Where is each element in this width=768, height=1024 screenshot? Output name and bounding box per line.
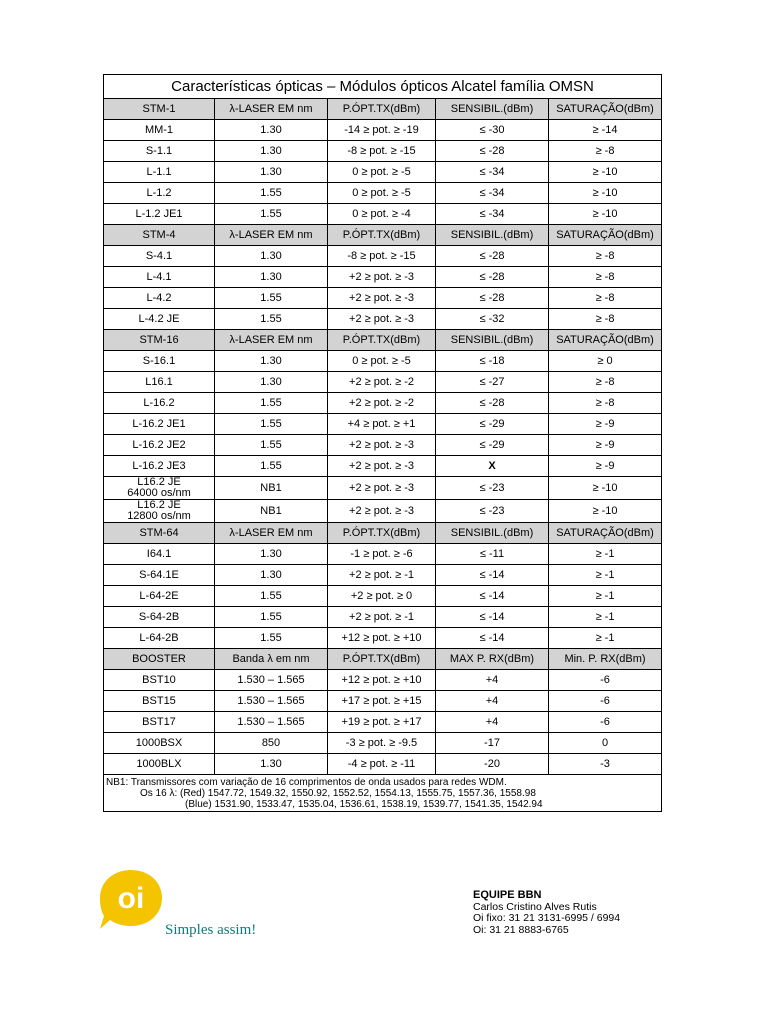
table-cell: L-4.1	[104, 267, 215, 288]
table-cell: +4	[436, 670, 549, 691]
table-cell: L-4.2	[104, 288, 215, 309]
table-cell: 1.55	[215, 435, 328, 456]
table-cell: I64.1	[104, 544, 215, 565]
section-header-row	[104, 649, 662, 670]
table-row	[104, 607, 662, 628]
table-row	[104, 288, 662, 309]
footnote-line: NB1: Transmissores com variação de 16 comprimentos de onda usados para redes WDM.	[106, 776, 507, 788]
table-cell: ≥ -14	[549, 120, 662, 141]
table-cell: 1.30	[215, 544, 328, 565]
table-row	[104, 372, 662, 393]
table-cell: ≥ -8	[549, 141, 662, 162]
table-cell: ≤ -11	[436, 544, 549, 565]
table-cell: +2 ≥ pot. ≥ -3	[328, 267, 436, 288]
header-cell: SATURAÇÃO(dBm)	[549, 225, 662, 246]
header-cell: SATURAÇÃO(dBm)	[549, 523, 662, 544]
table-cell: L-16.2 JE2	[104, 435, 215, 456]
team-name: EQUIPE BBN	[473, 889, 542, 901]
table-cell: 0 ≥ pot. ≥ -4	[328, 204, 436, 225]
table-cell: S-64.1E	[104, 565, 215, 586]
table-cell: ≥ -10	[549, 500, 662, 523]
table-cell: ≥ -8	[549, 267, 662, 288]
table-cell: -8 ≥ pot. ≥ -15	[328, 246, 436, 267]
table-cell: 0 ≥ pot. ≥ -5	[328, 351, 436, 372]
table-cell: ≥ -8	[549, 309, 662, 330]
table-cell: 1.30	[215, 246, 328, 267]
table-cell: 1.530 – 1.565	[215, 670, 328, 691]
table-cell: L16.2 JE 12800 os/nm	[104, 500, 215, 523]
table-cell: +2 ≥ pot. ≥ -3	[328, 456, 436, 477]
table-cell: BST15	[104, 691, 215, 712]
table-cell: ≤ -18	[436, 351, 549, 372]
table-cell: ≥ -10	[549, 477, 662, 500]
table-row	[104, 628, 662, 649]
table-cell: L16.1	[104, 372, 215, 393]
table-cell: ≥ 0	[549, 351, 662, 372]
header-cell: SATURAÇÃO(dBm)	[549, 99, 662, 120]
header-cell: SENSIBIL.(dBm)	[436, 523, 549, 544]
table-row	[104, 586, 662, 607]
table-cell: ≤ -28	[436, 393, 549, 414]
table-cell: ≥ -8	[549, 372, 662, 393]
optical-specs-table	[103, 74, 662, 812]
contact-block	[473, 890, 620, 936]
table-row	[104, 477, 662, 500]
table-cell: S-4.1	[104, 246, 215, 267]
header-cell: SATURAÇÃO(dBm)	[549, 330, 662, 351]
table-cell: ≤ -30	[436, 120, 549, 141]
table-cell: NB1	[215, 500, 328, 523]
contact-name: Carlos Cristino Alves Rutis	[473, 900, 597, 913]
table-cell: +2 ≥ pot. ≥ -3	[328, 435, 436, 456]
table-row	[104, 351, 662, 372]
table-cell: ≥ -9	[549, 456, 662, 477]
table-cell: -3	[549, 754, 662, 775]
table-cell: 1000BSX	[104, 733, 215, 754]
table-cell: +12 ≥ pot. ≥ +10	[328, 670, 436, 691]
header-cell: λ-LASER EM nm	[215, 330, 328, 351]
table-cell: 1.530 – 1.565	[215, 712, 328, 733]
table-row	[104, 120, 662, 141]
table-cell: +2 ≥ pot. ≥ -3	[328, 288, 436, 309]
table-row	[104, 754, 662, 775]
table-cell: MM-1	[104, 120, 215, 141]
table-cell: 1.55	[215, 586, 328, 607]
table-cell: -3 ≥ pot. ≥ -9.5	[328, 733, 436, 754]
header-cell: BOOSTER	[104, 649, 215, 670]
table-cell: L-1.1	[104, 162, 215, 183]
header-cell: STM-1	[104, 99, 215, 120]
table-cell: 1.30	[215, 565, 328, 586]
table-cell: -8 ≥ pot. ≥ -15	[328, 141, 436, 162]
table-title: Características ópticas – Módulos ópticos Alcatel família OMSN	[104, 75, 662, 99]
section-header-row	[104, 330, 662, 351]
oi-logo	[98, 868, 164, 932]
table-cell: ≤ -14	[436, 628, 549, 649]
section-header-row	[104, 225, 662, 246]
table-cell: ≤ -14	[436, 607, 549, 628]
oi-logo-text: oi	[117, 882, 145, 915]
table-cell: +4	[436, 712, 549, 733]
table-cell: ≥ -10	[549, 162, 662, 183]
table-cell: ≥ -1	[549, 586, 662, 607]
table-cell: +2 ≥ pot. ≥ -3	[328, 309, 436, 330]
table-cell: +2 ≥ pot. ≥ -2	[328, 372, 436, 393]
table-cell: 1.55	[215, 288, 328, 309]
table-cell: ≥ -8	[549, 288, 662, 309]
table-cell: 0	[549, 733, 662, 754]
header-cell: Min. P. RX(dBm)	[549, 649, 662, 670]
section-header-row	[104, 99, 662, 120]
table-cell: 1.55	[215, 309, 328, 330]
table-cell: ≤ -28	[436, 141, 549, 162]
table-cell: +2 ≥ pot. ≥ -1	[328, 607, 436, 628]
table-cell: ≥ -10	[549, 183, 662, 204]
table-cell: 1000BLX	[104, 754, 215, 775]
table-cell: ≤ -29	[436, 435, 549, 456]
table-cell: +2 ≥ pot. ≥ -3	[328, 500, 436, 523]
table-cell: ≥ -9	[549, 435, 662, 456]
header-cell: Banda λ em nm	[215, 649, 328, 670]
table-row	[104, 414, 662, 435]
header-cell: SENSIBIL.(dBm)	[436, 330, 549, 351]
header-cell: P.ÓPT.TX(dBm)	[328, 225, 436, 246]
table-row	[104, 267, 662, 288]
footnote	[104, 775, 662, 812]
header-cell: P.ÓPT.TX(dBm)	[328, 649, 436, 670]
table-cell: -6	[549, 691, 662, 712]
table-cell: ≥ -9	[549, 414, 662, 435]
table-cell: ≤ -23	[436, 500, 549, 523]
table-cell: 850	[215, 733, 328, 754]
header-cell: λ-LASER EM nm	[215, 99, 328, 120]
table-cell: X	[436, 456, 549, 477]
footnote-line: (Blue) 1531.90, 1533.47, 1535.04, 1536.61, 1538.19, 1539.77, 1541.35, 1542.94	[185, 798, 543, 810]
table-cell: +17 ≥ pot. ≥ +15	[328, 691, 436, 712]
table-cell: ≥ -8	[549, 393, 662, 414]
table-cell: L-16.2	[104, 393, 215, 414]
table-cell: BST10	[104, 670, 215, 691]
table-cell: L-16.2 JE1	[104, 414, 215, 435]
table-row	[104, 204, 662, 225]
table-cell: +4 ≥ pot. ≥ +1	[328, 414, 436, 435]
table-cell: +2 ≥ pot. ≥ -3	[328, 477, 436, 500]
table-row	[104, 712, 662, 733]
table-cell: +12 ≥ pot. ≥ +10	[328, 628, 436, 649]
table-row	[104, 565, 662, 586]
table-cell: S-1.1	[104, 141, 215, 162]
header-cell: P.ÓPT.TX(dBm)	[328, 523, 436, 544]
table-cell: L-1.2	[104, 183, 215, 204]
header-cell: STM-4	[104, 225, 215, 246]
header-cell: STM-16	[104, 330, 215, 351]
table-cell: ≥ -8	[549, 246, 662, 267]
table-cell: -14 ≥ pot. ≥ -19	[328, 120, 436, 141]
table-cell: -1 ≥ pot. ≥ -6	[328, 544, 436, 565]
table-cell: -6	[549, 670, 662, 691]
table-cell: +2 ≥ pot. ≥ -2	[328, 393, 436, 414]
table-row	[104, 544, 662, 565]
table-cell: +2 ≥ pot. ≥ 0	[328, 586, 436, 607]
table-cell: NB1	[215, 477, 328, 500]
table-cell: 1.30	[215, 372, 328, 393]
table-cell: 1.55	[215, 607, 328, 628]
table-cell: 1.30	[215, 754, 328, 775]
table-row	[104, 456, 662, 477]
table-cell: ≤ -28	[436, 246, 549, 267]
table-cell: 1.55	[215, 204, 328, 225]
table-row	[104, 670, 662, 691]
table-cell: ≤ -28	[436, 288, 549, 309]
header-cell: λ-LASER EM nm	[215, 523, 328, 544]
header-cell: MAX P. RX(dBm)	[436, 649, 549, 670]
header-cell: SENSIBIL.(dBm)	[436, 99, 549, 120]
table-cell: L16.2 JE 64000 os/nm	[104, 477, 215, 500]
table-cell: ≤ -14	[436, 565, 549, 586]
table-cell: 1.30	[215, 141, 328, 162]
header-cell: P.ÓPT.TX(dBm)	[328, 330, 436, 351]
table-cell: 1.30	[215, 162, 328, 183]
table-row	[104, 141, 662, 162]
table-cell: +4	[436, 691, 549, 712]
table-row	[104, 246, 662, 267]
table-cell: +19 ≥ pot. ≥ +17	[328, 712, 436, 733]
footnote-line: Os 16 λ: (Red) 1547.72, 1549.32, 1550.92, 1552.52, 1554.13, 1555.75, 1557.36, 1558.98	[140, 787, 536, 799]
table-cell: ≥ -1	[549, 544, 662, 565]
table-cell: 1.55	[215, 628, 328, 649]
table-cell: ≤ -14	[436, 586, 549, 607]
table-cell: L-4.2 JE	[104, 309, 215, 330]
table-cell: 1.30	[215, 267, 328, 288]
table-cell: ≤ -34	[436, 162, 549, 183]
section-header-row	[104, 523, 662, 544]
table-row	[104, 309, 662, 330]
table-cell: ≤ -27	[436, 372, 549, 393]
slogan: Simples assim!	[165, 922, 257, 938]
table-cell: 1.530 – 1.565	[215, 691, 328, 712]
header-cell: λ-LASER EM nm	[215, 225, 328, 246]
table-cell: 1.55	[215, 183, 328, 204]
table-cell: ≤ -28	[436, 267, 549, 288]
table-cell: L-16.2 JE3	[104, 456, 215, 477]
table-row	[104, 162, 662, 183]
header-cell: P.ÓPT.TX(dBm)	[328, 99, 436, 120]
note-row	[104, 775, 662, 812]
table-cell: 0 ≥ pot. ≥ -5	[328, 162, 436, 183]
table-row	[104, 183, 662, 204]
table-row	[104, 435, 662, 456]
table-cell: ≤ -29	[436, 414, 549, 435]
contact-phone-fixed: Oi fixo: 31 21 3131-6995 / 6994	[473, 912, 621, 924]
table-cell: S-16.1	[104, 351, 215, 372]
table-cell: -4 ≥ pot. ≥ -11	[328, 754, 436, 775]
table-cell: ≥ -1	[549, 628, 662, 649]
table-cell: L-1.2 JE1	[104, 204, 215, 225]
table-cell: -6	[549, 712, 662, 733]
table-row	[104, 500, 662, 523]
table-cell: 1.30	[215, 120, 328, 141]
table-cell: -17	[436, 733, 549, 754]
table-row	[104, 691, 662, 712]
table-cell: ≤ -34	[436, 204, 549, 225]
table-cell: L-64-2E	[104, 586, 215, 607]
table-cell: 1.30	[215, 351, 328, 372]
table-cell: ≥ -10	[549, 204, 662, 225]
header-cell: STM-64	[104, 523, 215, 544]
table-cell: ≤ -23	[436, 477, 549, 500]
table-cell: ≤ -34	[436, 183, 549, 204]
table-cell: 0 ≥ pot. ≥ -5	[328, 183, 436, 204]
table-row	[104, 733, 662, 754]
table-cell: ≥ -1	[549, 565, 662, 586]
table-cell: 1.55	[215, 456, 328, 477]
table-cell: BST17	[104, 712, 215, 733]
table-cell: L-64-2B	[104, 628, 215, 649]
table-cell: +2 ≥ pot. ≥ -1	[328, 565, 436, 586]
table-cell: 1.55	[215, 414, 328, 435]
table-cell: S-64-2B	[104, 607, 215, 628]
table-cell: ≥ -1	[549, 607, 662, 628]
table-row	[104, 393, 662, 414]
table-cell: -20	[436, 754, 549, 775]
table-cell: ≤ -32	[436, 309, 549, 330]
contact-phone-mobile: Oi: 31 21 8883-6765	[473, 923, 569, 936]
table-cell: 1.55	[215, 393, 328, 414]
header-cell: SENSIBIL.(dBm)	[436, 225, 549, 246]
